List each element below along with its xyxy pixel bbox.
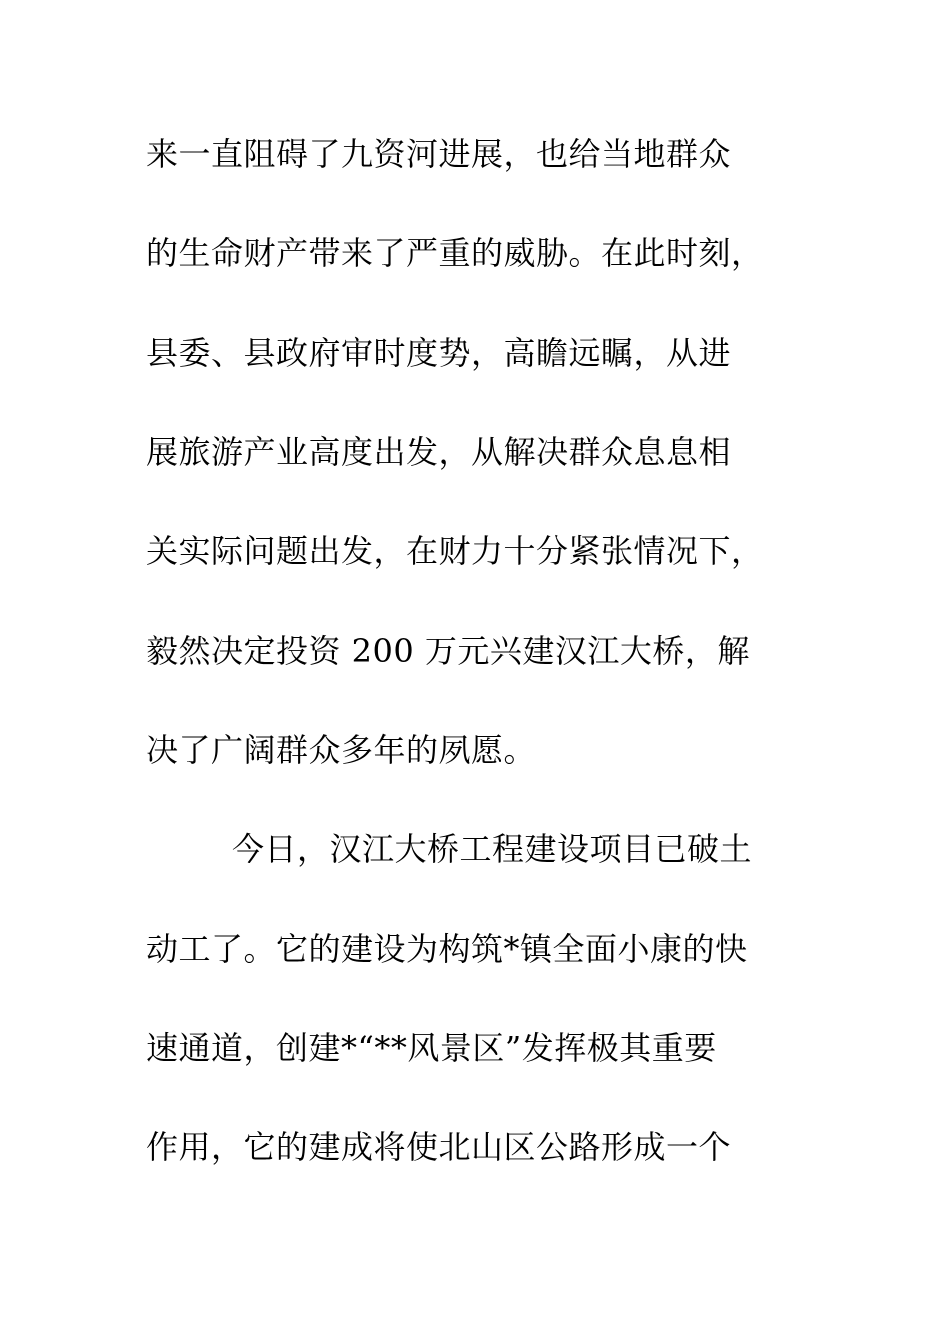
text-line: 关实际问题出发，在财力十分紧张情况下， — [146, 532, 764, 570]
paragraph-start-line: 今日，汉江大桥工程建设项目已破土 — [232, 830, 753, 868]
text-line: 的生命财产带来了严重的威胁。在此时刻， — [146, 234, 764, 272]
text-line: 作用，它的建成将使北山区公路形成一个 — [146, 1128, 732, 1166]
text-line: 速通道，创建*“**风景区”发挥极其重要 — [146, 1029, 717, 1067]
text-line: 毅然决定投资 200 万元兴建汉江大桥，解 — [146, 632, 750, 670]
text-line: 来一直阻碍了九资河进展，也给当地群众 — [146, 135, 732, 173]
text-line: 动工了。它的建设为构筑*镇全面小康的快 — [146, 930, 748, 968]
text-line: 展旅游产业高度出发，从解决群众息息相 — [146, 433, 732, 471]
text-line: 决了广阔群众多年的夙愿。 — [146, 731, 537, 769]
text-line: 县委、县政府审时度势，高瞻远瞩，从进 — [146, 334, 732, 372]
